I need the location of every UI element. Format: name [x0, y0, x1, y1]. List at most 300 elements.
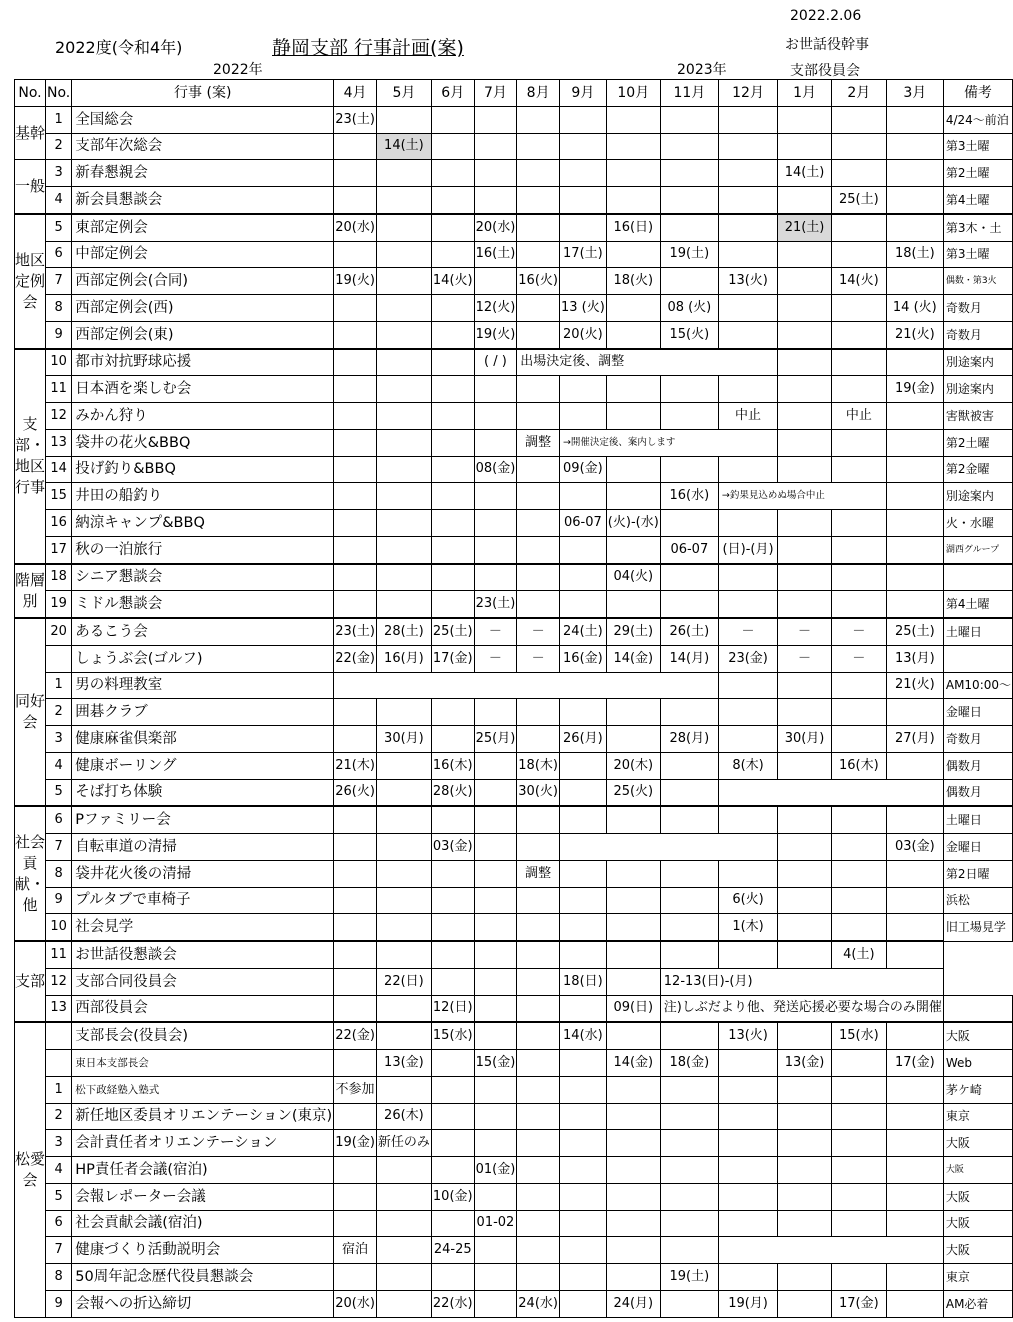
month-cell-oct: 09(日)	[606, 995, 660, 1022]
month-cell-feb	[831, 1264, 886, 1291]
remarks-cell	[943, 564, 1012, 591]
month-cell-may	[376, 779, 431, 806]
row-number: 8	[46, 1264, 72, 1291]
month-cell-sep	[559, 1103, 606, 1130]
month-cell-nov	[660, 160, 718, 187]
month-cell-sep	[559, 1210, 606, 1237]
month-cell-apr	[334, 1103, 377, 1130]
category-chiku: 地区定例会	[15, 214, 46, 349]
month-cell-oct: 20(木)	[606, 752, 660, 779]
month-cell-oct	[606, 376, 660, 403]
month-cell-feb	[831, 1076, 886, 1103]
month-cell-nov	[660, 779, 718, 806]
month-cell-nov	[660, 1183, 718, 1210]
month-cell-mar	[886, 160, 943, 187]
month-cell-oct	[606, 1103, 660, 1130]
month-cell-may	[376, 1210, 431, 1237]
month-cell-nov	[660, 1210, 718, 1237]
month-cell-apr: 20(水)	[334, 214, 377, 241]
month-cell-mar	[886, 456, 943, 483]
category-shibu: 支部	[15, 941, 46, 1022]
month-cell-apr: 宿泊	[334, 1237, 377, 1264]
month-cell-mar	[886, 536, 943, 563]
month-cell-feb: －	[831, 645, 886, 672]
span-note: →開催決定後、案内します	[559, 429, 777, 456]
month-cell-aug	[517, 806, 560, 833]
month-cell-sep	[559, 1076, 606, 1103]
month-cell-dec	[718, 941, 777, 968]
month-cell-may	[376, 941, 431, 968]
month-cell-nov: 14(月)	[660, 645, 718, 672]
month-cell-jan	[778, 591, 832, 618]
month-cell-jan	[778, 806, 832, 833]
month-cell-apr	[334, 887, 377, 914]
month-cell-jun: 14(火)	[431, 268, 474, 295]
table-row	[15, 564, 1013, 591]
month-cell-sep: 26(月)	[559, 726, 606, 753]
table-row	[15, 376, 1013, 403]
event-name: 支部年次総会	[72, 133, 334, 160]
month-cell-sep	[559, 160, 606, 187]
month-cell-jul	[474, 779, 517, 806]
month-cell-apr	[334, 160, 377, 187]
month-cell-jul	[474, 133, 517, 160]
row-number: 5	[46, 214, 72, 241]
month-cell-jun	[431, 321, 474, 348]
month-cell-may: 26(木)	[376, 1103, 431, 1130]
month-cell-may	[376, 1183, 431, 1210]
remarks-cell: 金曜日	[943, 699, 1012, 726]
document-date: 2022.2.06	[790, 8, 862, 24]
month-cell-jun: 28(火)	[431, 779, 474, 806]
table-row	[15, 752, 1013, 779]
table-row	[15, 349, 1013, 376]
month-cell-mar: 13(月)	[886, 645, 943, 672]
event-name: 納涼キャンプ&BBQ	[72, 510, 334, 537]
month-cell-may	[376, 1237, 431, 1264]
month-cell-may	[376, 295, 431, 322]
month-cell-may	[376, 834, 431, 861]
month-cell-feb	[831, 429, 886, 456]
month-cell-jul: 25(月)	[474, 726, 517, 753]
month-cell-mar	[886, 1103, 943, 1130]
remarks-cell: 奇数月	[943, 295, 1012, 322]
month-cell-aug	[517, 1103, 560, 1130]
month-cell-oct	[606, 241, 660, 268]
month-cell-oct	[606, 941, 660, 968]
month-cell-oct	[606, 1183, 660, 1210]
remarks-cell: 害獣被害	[943, 403, 1012, 430]
month-cell-mar: 21(火)	[886, 672, 943, 699]
month-cell-jun: 12(日)	[431, 995, 474, 1022]
month-cell-feb	[831, 456, 886, 483]
row-number: 3	[46, 1130, 72, 1157]
remarks-cell	[943, 645, 1012, 672]
header-row	[15, 80, 1013, 107]
month-cell-aug	[517, 536, 560, 563]
month-cell-nov	[660, 106, 718, 133]
month-cell-nov	[660, 914, 718, 941]
month-cell-jun	[431, 106, 474, 133]
month-cell-dec: 23(金)	[718, 645, 777, 672]
month-cell-jul	[474, 429, 517, 456]
event-name: 東部定例会	[72, 214, 334, 241]
month-cell-may: 16(月)	[376, 645, 431, 672]
month-cell-jul	[474, 1290, 517, 1317]
month-cell-dec: 6(火)	[718, 887, 777, 914]
event-name: 日本酒を楽しむ会	[72, 376, 334, 403]
month-cell-jul: －	[474, 645, 517, 672]
event-name: 社会貢献会議(宿泊)	[72, 1210, 334, 1237]
month-cell-sep	[559, 995, 606, 1022]
month-cell-dec	[718, 672, 777, 699]
event-name: 投げ釣り&BBQ	[72, 456, 334, 483]
month-cell-feb	[831, 860, 886, 887]
month-cell-may	[376, 403, 431, 430]
month-cell-mar	[886, 187, 943, 214]
month-cell-jun: 24-25	[431, 1237, 474, 1264]
month-cell-nov: 28(月)	[660, 726, 718, 753]
remarks-cell: 金曜日	[943, 834, 1012, 861]
month-cell-jan	[778, 1210, 832, 1237]
month-cell-dec	[718, 591, 777, 618]
month-cell-apr	[334, 349, 377, 376]
month-cell-dec: (日)-(月)	[718, 536, 777, 563]
month-cell-jun: 17(金)	[431, 645, 474, 672]
month-cell-oct: 14(金)	[606, 1050, 660, 1077]
event-name: 西部定例会(合同)	[72, 268, 334, 295]
month-cell-may	[376, 564, 431, 591]
month-cell-sep: 09(金)	[559, 456, 606, 483]
month-cell-nov	[660, 1103, 718, 1130]
row-number: 4	[46, 1157, 72, 1184]
row-number: 9	[46, 1290, 72, 1317]
month-cell-jan	[778, 403, 832, 430]
event-name: 袋井花火後の清掃	[72, 860, 334, 887]
month-cell-aug	[517, 1130, 560, 1157]
month-cell-dec: －	[718, 618, 777, 645]
month-cell-may	[376, 1157, 431, 1184]
month-cell-jun: 03(金)	[431, 834, 474, 861]
row-number: 7	[46, 834, 72, 861]
month-cell-sep	[559, 564, 606, 591]
month-cell-aug	[517, 483, 560, 510]
remarks-cell: 4/24～前泊	[943, 106, 1012, 133]
category-shouai: 松愛会	[15, 1022, 46, 1317]
month-cell-aug: 調整	[517, 429, 560, 456]
month-cell-jul	[474, 1183, 517, 1210]
month-cell-apr	[334, 321, 377, 348]
row-number	[46, 645, 72, 672]
row-number: 4	[46, 187, 72, 214]
remarks-cell: 第4土曜	[943, 591, 1012, 618]
month-cell-apr	[334, 1183, 377, 1210]
event-name: 新会員懇談会	[72, 187, 334, 214]
month-cell-jan	[778, 106, 832, 133]
month-cell-dec	[718, 321, 777, 348]
month-cell-apr: 不参加	[334, 1076, 377, 1103]
month-cell-apr	[334, 429, 377, 456]
month-cell-jun	[431, 860, 474, 887]
month-cell-jun	[431, 726, 474, 753]
month-cell-mar	[886, 1264, 943, 1291]
month-cell-oct	[606, 1157, 660, 1184]
month-cell-mar	[886, 429, 943, 456]
month-cell-dec	[718, 1130, 777, 1157]
row-number: 13	[46, 995, 72, 1022]
month-cell-mar	[886, 133, 943, 160]
month-cell-jun: 15(水)	[431, 1022, 474, 1049]
month-cell-jul: 23(土)	[474, 591, 517, 618]
month-cell-apr	[334, 591, 377, 618]
month-cell-aug: 18(木)	[517, 752, 560, 779]
table-row	[15, 914, 1013, 941]
month-cell-jan: 14(土)	[778, 160, 832, 187]
month-cell-jul	[474, 752, 517, 779]
month-cell-may	[376, 806, 431, 833]
month-cell-jul	[474, 483, 517, 510]
event-name: 新任地区委員オリエンテーション(東京)	[72, 1103, 334, 1130]
remarks-cell: 大阪	[943, 1237, 1012, 1264]
event-name: 袋井の花火&BBQ	[72, 429, 334, 456]
month-cell-jul	[474, 1237, 517, 1264]
month-cell-may	[376, 1076, 431, 1103]
span-note: 12-13(日)-(月)	[660, 968, 943, 995]
month-cell-may: 22(日)	[376, 968, 431, 995]
category-ippan: 一般	[15, 160, 46, 214]
month-cell-may	[376, 914, 431, 941]
table-row	[15, 860, 1013, 887]
event-name: 健康麻雀倶楽部	[72, 726, 334, 753]
table-row	[15, 672, 1013, 699]
table-row	[15, 483, 1013, 510]
month-cell-jun	[431, 1210, 474, 1237]
span-note	[718, 779, 943, 806]
month-cell-oct: 16(日)	[606, 214, 660, 241]
month-cell-feb: 16(木)	[831, 752, 886, 779]
month-cell-aug: 16(火)	[517, 268, 560, 295]
row-number: 6	[46, 806, 72, 833]
month-cell-mar	[886, 214, 943, 241]
month-cell-sep	[559, 1290, 606, 1317]
event-name: 松下政経塾入塾式	[72, 1076, 334, 1103]
month-cell-nov	[660, 403, 718, 430]
month-cell-jun	[431, 1103, 474, 1130]
month-cell-jul: 20(水)	[474, 214, 517, 241]
month-cell-nov	[660, 699, 718, 726]
month-cell-jun	[431, 160, 474, 187]
remarks-cell	[943, 995, 1012, 1022]
month-cell-apr	[334, 995, 377, 1022]
month-cell-jan	[778, 536, 832, 563]
month-cell-sep: 24(土)	[559, 618, 606, 645]
month-cell-may	[376, 241, 431, 268]
month-cell-feb	[831, 1130, 886, 1157]
month-cell-mar	[886, 1076, 943, 1103]
remarks-cell: 第4土曜	[943, 187, 1012, 214]
month-cell-oct: 14(金)	[606, 645, 660, 672]
month-cell-aug	[517, 376, 560, 403]
event-name: 会計責任者オリエンテーション	[72, 1130, 334, 1157]
month-cell-jul	[474, 160, 517, 187]
month-cell-oct	[606, 133, 660, 160]
month-cell-aug: 調整	[517, 860, 560, 887]
remarks-cell: 奇数月	[943, 321, 1012, 348]
month-cell-jul	[474, 106, 517, 133]
row-number: 12	[46, 968, 72, 995]
column-header: 12月	[718, 80, 777, 107]
month-cell-dec	[718, 510, 777, 537]
month-cell-apr	[334, 806, 377, 833]
month-cell-feb	[831, 133, 886, 160]
month-cell-may	[376, 591, 431, 618]
table-row	[15, 321, 1013, 348]
month-cell-may	[376, 887, 431, 914]
month-cell-mar: 18(土)	[886, 241, 943, 268]
month-cell-jun	[431, 1130, 474, 1157]
table-row	[15, 295, 1013, 322]
month-cell-sep: 06-07	[559, 510, 606, 537]
month-cell-apr	[334, 860, 377, 887]
month-cell-feb	[831, 321, 886, 348]
month-cell-oct	[606, 1076, 660, 1103]
month-cell-may	[376, 483, 431, 510]
month-cell-sep	[559, 860, 606, 887]
month-cell-jun	[431, 1050, 474, 1077]
month-cell-jan	[778, 1290, 832, 1317]
month-cell-mar	[886, 806, 943, 833]
month-cell-jun	[431, 564, 474, 591]
month-cell-jun: 22(水)	[431, 1290, 474, 1317]
month-cell-may	[376, 699, 431, 726]
month-cell-aug	[517, 160, 560, 187]
table-row	[15, 268, 1013, 295]
month-cell-oct: 25(火)	[606, 779, 660, 806]
month-cell-oct	[606, 187, 660, 214]
month-cell-mar	[886, 1157, 943, 1184]
row-number: 3	[46, 726, 72, 753]
month-cell-aug	[517, 591, 560, 618]
month-cell-oct	[606, 1130, 660, 1157]
row-number: 18	[46, 564, 72, 591]
month-cell-apr	[334, 187, 377, 214]
month-cell-sep: 13 (火)	[559, 295, 606, 322]
month-cell-may	[376, 1022, 431, 1049]
column-header: 9月	[559, 80, 606, 107]
month-cell-oct	[606, 1022, 660, 1049]
event-name: 支部長会(役員会)	[72, 1022, 334, 1049]
span-note	[718, 1237, 943, 1264]
month-cell-feb	[831, 349, 886, 376]
table-row	[15, 779, 1013, 806]
remarks-cell: 奇数月	[943, 726, 1012, 753]
month-cell-aug	[517, 914, 560, 941]
month-cell-aug: 30(火)	[517, 779, 560, 806]
table-row	[15, 456, 1013, 483]
month-cell-nov	[660, 806, 718, 833]
category-doukou: 同好会	[15, 618, 46, 806]
month-cell-jun	[431, 1264, 474, 1291]
month-cell-jul: 01(金)	[474, 1157, 517, 1184]
month-cell-sep	[559, 752, 606, 779]
month-cell-apr	[334, 1050, 377, 1077]
month-cell-dec	[718, 1183, 777, 1210]
month-cell-aug	[517, 1022, 560, 1049]
month-cell-jan	[778, 295, 832, 322]
month-cell-feb	[831, 295, 886, 322]
month-cell-feb	[831, 376, 886, 403]
remarks-cell: 第2日曜	[943, 860, 1012, 887]
month-cell-nov: 19(土)	[660, 241, 718, 268]
month-cell-feb	[831, 726, 886, 753]
month-cell-may	[376, 106, 431, 133]
table-row	[15, 1290, 1013, 1317]
month-cell-sep	[559, 1183, 606, 1210]
row-number: 11	[46, 376, 72, 403]
month-cell-jan	[778, 564, 832, 591]
month-cell-jun	[431, 376, 474, 403]
remarks-cell: 大阪	[943, 1210, 1012, 1237]
span-note	[559, 834, 777, 861]
month-cell-sep	[559, 214, 606, 241]
month-cell-sep	[559, 483, 606, 510]
month-cell-may	[376, 376, 431, 403]
month-cell-jun	[431, 214, 474, 241]
event-name: 全国総会	[72, 106, 334, 133]
month-cell-jul: 16(土)	[474, 241, 517, 268]
month-cell-dec: 中止	[718, 403, 777, 430]
column-header: 8月	[517, 80, 560, 107]
month-cell-apr: 19(火)	[334, 268, 377, 295]
month-cell-jan	[778, 349, 832, 376]
event-name: 男の料理教室	[72, 672, 334, 699]
event-name: ミドル懇談会	[72, 591, 334, 618]
month-cell-jul: 15(金)	[474, 1050, 517, 1077]
table-row	[15, 618, 1013, 645]
month-cell-jun	[431, 887, 474, 914]
row-number: 7	[46, 1237, 72, 1264]
month-cell-may	[376, 268, 431, 295]
fiscal-year: 2022度(令和4年)	[55, 38, 183, 57]
column-header: 行事 (案)	[72, 80, 334, 107]
month-cell-mar	[886, 1183, 943, 1210]
month-cell-jul	[474, 1076, 517, 1103]
month-cell-jan	[778, 914, 832, 941]
month-cell-feb	[831, 510, 886, 537]
column-header: 備考	[943, 80, 1012, 107]
event-name: HP責任者会議(宿泊)	[72, 1157, 334, 1184]
month-cell-jan	[778, 376, 832, 403]
month-cell-aug	[517, 1210, 560, 1237]
month-cell-aug	[517, 995, 560, 1022]
month-cell-mar	[886, 483, 943, 510]
row-number: 10	[46, 349, 72, 376]
month-cell-aug: 24(水)	[517, 1290, 560, 1317]
month-cell-oct	[606, 483, 660, 510]
month-cell-apr	[334, 914, 377, 941]
month-cell-may	[376, 752, 431, 779]
month-cell-sep	[559, 1237, 606, 1264]
month-cell-dec	[718, 1050, 777, 1077]
table-row	[15, 106, 1013, 133]
month-cell-jan	[778, 672, 832, 699]
event-name: 支部合同役員会	[72, 968, 334, 995]
table-row	[15, 645, 1013, 672]
table-row	[15, 403, 1013, 430]
row-number: 17	[46, 536, 72, 563]
month-cell-jan	[778, 321, 832, 348]
event-name: 西部定例会(東)	[72, 321, 334, 348]
